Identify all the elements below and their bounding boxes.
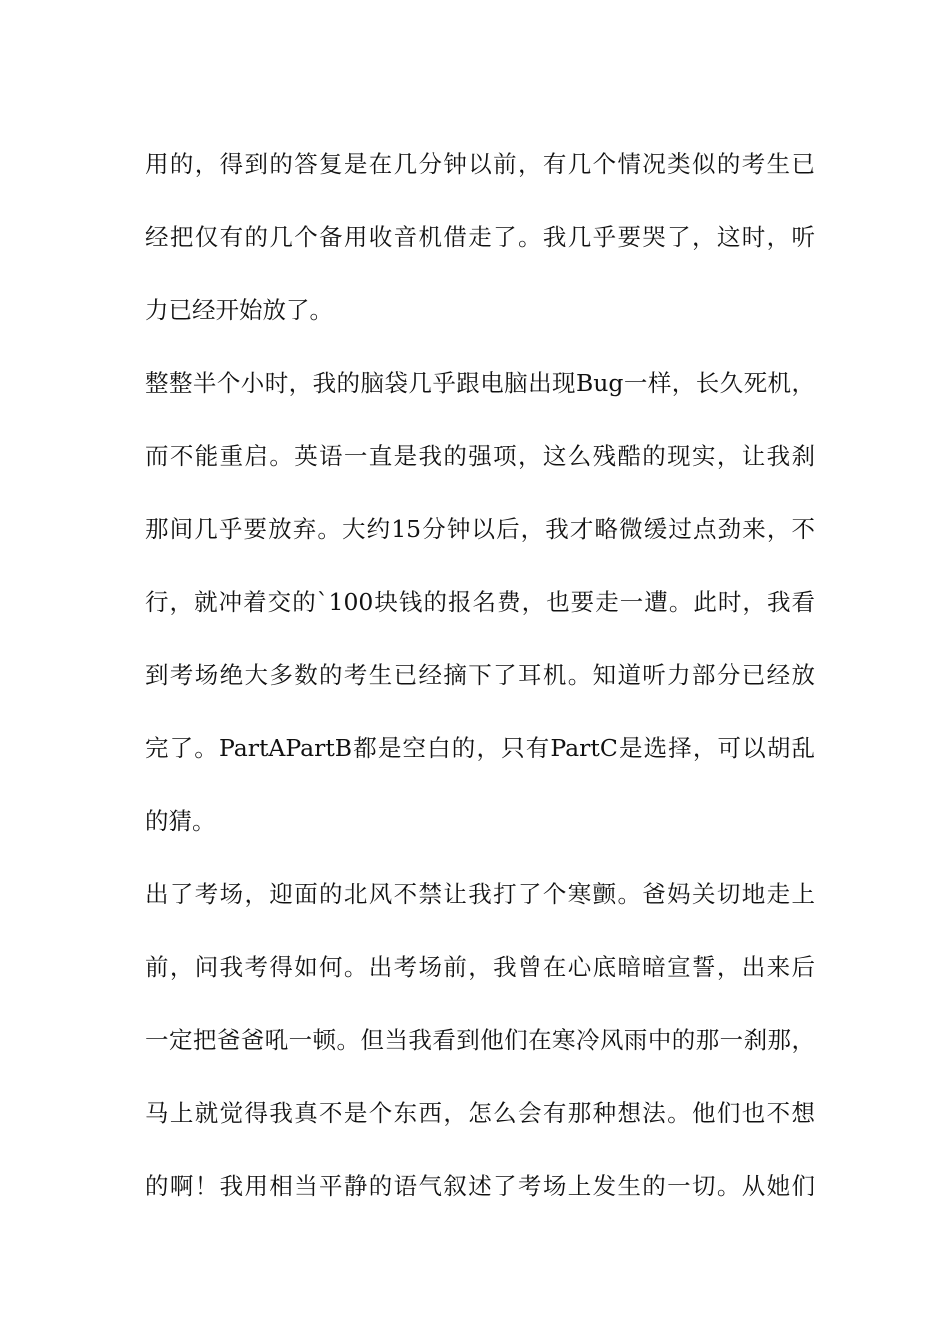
text-line: 完了。PartAPartB都是空白的，只有PartC是选择，可以胡乱: [145, 734, 815, 762]
text-line: 的猜。: [145, 807, 216, 835]
text-line: 一定把爸爸吼一顿。但当我看到他们在寒冷风雨中的那一刹那，: [145, 1026, 815, 1054]
text-line: 的啊！我用相当平静的语气叙述了考场上发生的一切。从她们: [145, 1172, 815, 1200]
text-line: 行，就冲着交的`100块钱的报名费，也要走一遭。此时，我看: [145, 588, 815, 616]
text-line: 而不能重启。英语一直是我的强项，这么残酷的现实，让我刹: [145, 442, 815, 470]
text-line: 用的，得到的答复是在几分钟以前，有几个情况类似的考生已: [145, 150, 815, 178]
text-line: 前，问我考得如何。出考场前，我曾在心底暗暗宣誓，出来后: [145, 953, 815, 981]
text-line: 马上就觉得我真不是个东西，怎么会有那种想法。他们也不想: [145, 1099, 815, 1127]
text-line: 力已经开始放了。: [145, 296, 333, 324]
text-line: 整整半个小时，我的脑袋几乎跟电脑出现Bug一样，长久死机，: [145, 369, 815, 397]
body-text: [145, 128, 815, 1223]
text-line: 那间几乎要放弃。大约15分钟以后，我才略微缓过点劲来，不: [145, 515, 815, 543]
text-line: 经把仅有的几个备用收音机借走了。我几乎要哭了，这时，听: [145, 223, 815, 251]
text-line: 到考场绝大多数的考生已经摘下了耳机。知道听力部分已经放: [145, 661, 815, 689]
text-line: 出了考场，迎面的北风不禁让我打了个寒颤。爸妈关切地走上: [145, 880, 815, 908]
